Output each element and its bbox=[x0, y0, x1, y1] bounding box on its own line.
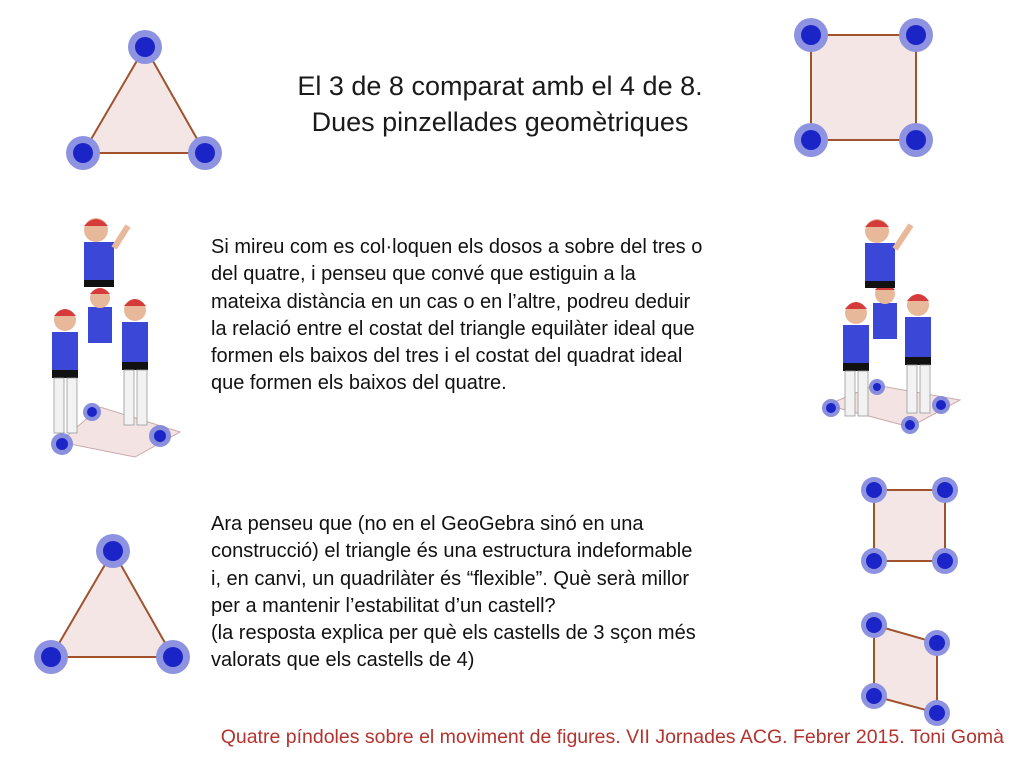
vertex-point-top-right bbox=[924, 630, 950, 656]
square-shape bbox=[811, 35, 916, 140]
footer-text: Quatre píndoles sobre el moviment de figures. VII Jornades ACG. Febrer 2015. Toni Gomà bbox=[220, 726, 1004, 748]
paragraph-line: mateixa distància en un cas o en l’altre, podreu deduir bbox=[211, 290, 691, 313]
paragraph-line: valorats que els castells de 4) bbox=[211, 649, 475, 672]
vertex-point-bottom-right bbox=[924, 700, 950, 726]
vertex-point-right bbox=[188, 136, 222, 170]
castell-de-tres-illustration bbox=[40, 212, 190, 462]
vertex-point-right bbox=[156, 640, 190, 674]
base-point-left bbox=[51, 433, 73, 455]
paragraph-line: i, en canvi, un quadrilàter és “flexible”. Què serà millor bbox=[211, 567, 689, 590]
square-shape bbox=[874, 490, 945, 561]
vertex-point-top-right bbox=[899, 18, 933, 52]
casteller-top bbox=[84, 218, 128, 287]
paragraph-line: formen els baixos del tres i el costat del quadrat ideal bbox=[211, 345, 683, 368]
vertex-point-top-left bbox=[861, 477, 887, 503]
casteller-base-left bbox=[52, 309, 78, 433]
paragraph-line: per a mantenir l’estabilitat d’un castell? bbox=[211, 594, 556, 617]
page-title bbox=[220, 68, 780, 140]
vertex-point-bottom-left bbox=[794, 123, 828, 157]
paragraph-line: construcció) el triangle és una estructura indeformable bbox=[211, 540, 693, 563]
base-point-front-left bbox=[822, 399, 840, 417]
vertex-point-bottom-right bbox=[932, 548, 958, 574]
paragraph-line: Ara penseu que (no en el GeoGebra sinó en una bbox=[211, 513, 644, 535]
castell-de-quatre-illustration bbox=[815, 215, 975, 440]
vertex-point-left bbox=[66, 136, 100, 170]
casteller-base-back bbox=[873, 284, 897, 339]
vertex-point-top bbox=[96, 534, 130, 568]
vertex-point-bottom-right bbox=[899, 123, 933, 157]
vertex-point-bottom-left bbox=[861, 548, 887, 574]
title-line-2: Dues pinzellades geomètriques bbox=[311, 107, 689, 137]
vertex-point-top-right bbox=[932, 477, 958, 503]
skewed-quadrilateral-bottom-right bbox=[855, 608, 965, 723]
casteller-base-back bbox=[88, 288, 112, 343]
base-point-right bbox=[149, 425, 171, 447]
triangle-top-left bbox=[55, 25, 225, 175]
title-line-1: El 3 de 8 comparat amb el 4 de 8. bbox=[297, 71, 703, 101]
base-point-front-right bbox=[901, 416, 919, 434]
paragraph-line: la relació entre el costat del triangle equilàter ideal que bbox=[211, 317, 695, 340]
vertex-point-bottom-left bbox=[861, 683, 887, 709]
base-point-back-right bbox=[932, 396, 950, 414]
casteller-top bbox=[865, 219, 911, 288]
paragraph-stability-question bbox=[211, 511, 796, 675]
base-point-back bbox=[83, 403, 101, 421]
square-bottom-right bbox=[855, 472, 965, 577]
triangle-bottom-left bbox=[25, 530, 205, 680]
paragraph-line: Si mireu com es col·loquen els dosos a sobre del tres o bbox=[211, 236, 703, 258]
footer-credits bbox=[0, 726, 1024, 749]
vertex-point-left bbox=[34, 640, 68, 674]
paragraph-dosos-distance bbox=[211, 234, 796, 398]
casteller-base-right bbox=[122, 299, 148, 425]
square-top-right bbox=[785, 12, 945, 162]
vertex-point-top bbox=[128, 30, 162, 64]
vertex-point-top-left bbox=[861, 612, 887, 638]
paragraph-line: que formen els baixos del quatre. bbox=[211, 372, 507, 395]
vertex-point-top-left bbox=[794, 18, 828, 52]
base-point-back-left bbox=[869, 379, 885, 395]
paragraph-line: (la resposta explica per què els castells de 3 sçon més bbox=[211, 622, 696, 645]
paragraph-line: del quatre, i penseu que convé que estiguin a la bbox=[211, 263, 636, 286]
